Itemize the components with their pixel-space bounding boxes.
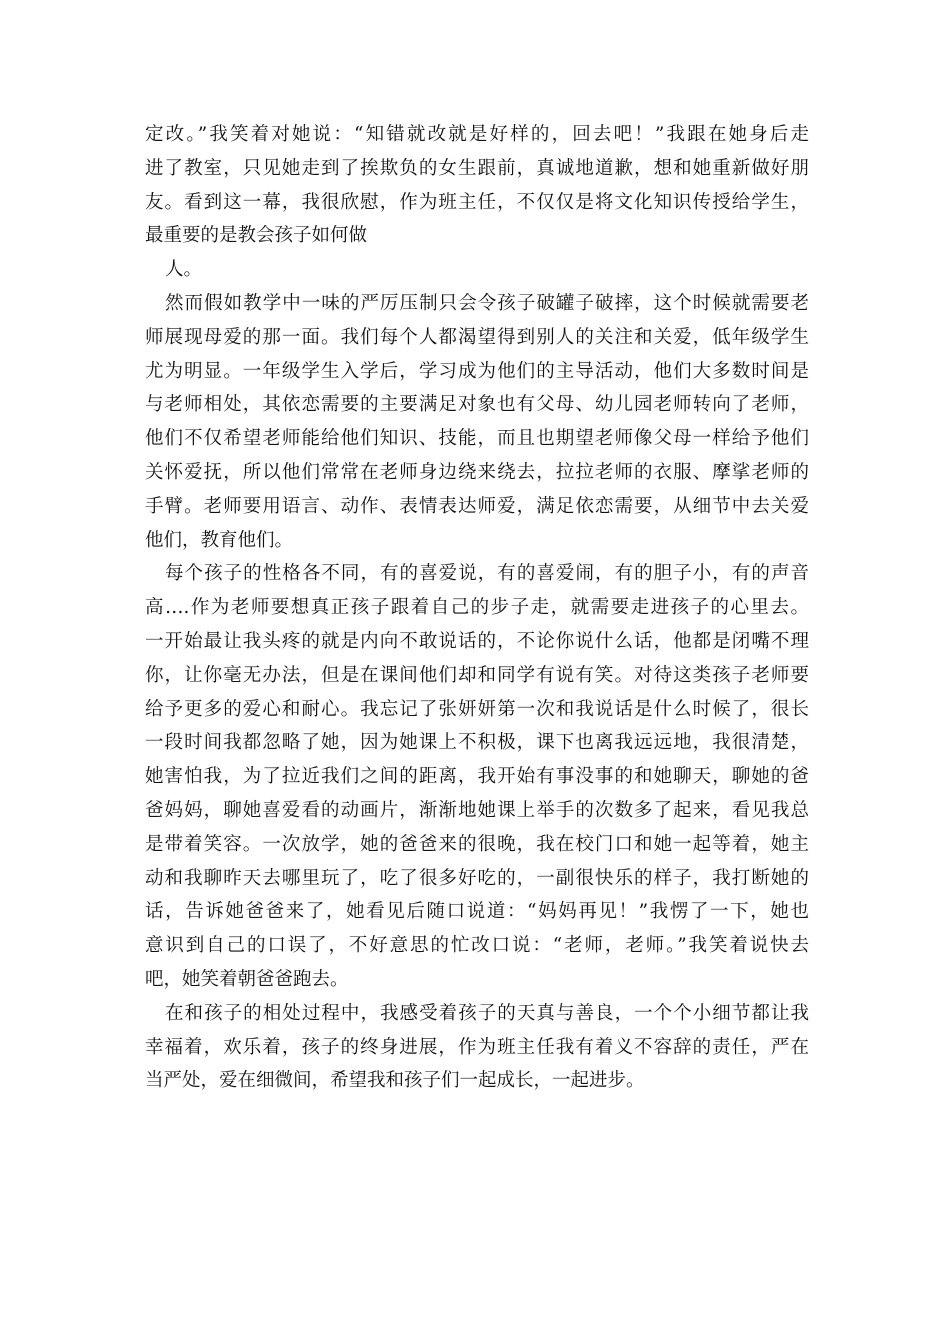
text-line: 一开始最让我头疼的就是内向不敢说话的，不论你说什么话，他都是闭嘴不理 — [145, 630, 809, 652]
text-line: 爸妈妈，聊她喜爱看的动画片，渐渐地她课上举手的次数多了起来，看见我总 — [145, 799, 809, 821]
text-line: 她害怕我，为了拉近我们之间的距离，我开始有事没事的和她聊天，聊她的爸 — [145, 766, 809, 788]
text-line: 每个孩子的性格各不同，有的喜爱说，有的喜爱闹，有的胆子小，有的声音 — [165, 563, 809, 585]
text-line: 他们不仅希望老师能给他们知识、技能，而且也期望老师像父母一样给予他们 — [145, 428, 809, 450]
text-line: 人。 — [165, 259, 203, 281]
text-line: 最重要的是教会孩子如何做 — [145, 225, 368, 247]
text-line: 当严处，爱在细微间，希望我和孩子们一起成长，一起进步。 — [145, 1070, 645, 1092]
text-line: 意识到自己的口误了，不好意思的忙改口说：“老师，老师。”我笑着说快去 — [145, 935, 809, 957]
text-line: 吧，她笑着朝爸爸跑去。 — [145, 968, 349, 990]
paragraph-3 — [145, 287, 809, 557]
text-line: 进了教室，只见她走到了挨欺负的女生跟前，真诚地道歉，想和她重新做好朋 — [145, 157, 809, 179]
text-line: 在和孩子的相处过程中，我感受着孩子的天真与善良，一个个小细节都让我 — [165, 1002, 809, 1024]
text-line: 尤为明显。一年级学生入学后，学习成为他们的主导活动，他们大多数时间是 — [145, 360, 809, 382]
text-line: 手臂。老师要用语言、动作、表情表达师爱，满足依恋需要，从细节中去关爱 — [145, 495, 809, 517]
text-line: 与老师相处，其依恋需要的主要满足对象也有父母、幼儿园老师转向了老师， — [145, 394, 809, 416]
text-line: 然而假如教学中一味的严厉压制只会令孩子破罐子破摔，这个时候就需要老 — [165, 292, 809, 314]
text-line: 你，让你毫无办法，但是在课间他们却和同学有说有笑。对待这类孩子老师要 — [145, 664, 809, 686]
text-line: 高….作为老师要想真正孩子跟着自己的步子走，就需要走进孩子的心里去。 — [145, 597, 809, 619]
text-line: 定改。”我笑着对她说：“知错就改就是好样的，回去吧！”我跟在她身后走 — [145, 124, 809, 145]
paragraph-1 — [145, 118, 809, 253]
paragraph-5 — [145, 997, 809, 1098]
text-line: 关怀爱抚，所以他们常常在老师身边绕来绕去，拉拉老师的衣服、摩挲老师的 — [145, 461, 809, 483]
text-line: 是带着笑容。一次放学，她的爸爸来的很晚，我在校门口和她一起等着，她主 — [145, 833, 809, 855]
text-line: 动和我聊昨天去哪里玩了，吃了很多好吃的，一副很快乐的样子，我打断她的 — [145, 867, 809, 889]
text-line: 一段时间我都忽略了她，因为她课上不积极，课下也离我远远地，我很清楚， — [145, 732, 809, 754]
body-text — [145, 118, 809, 1098]
paragraph-2 — [145, 253, 809, 287]
text-line: 给予更多的爱心和耐心。我忘记了张妍妍第一次和我说话是什么时候了，很长 — [145, 698, 809, 720]
text-line: 友。看到这一幕，我很欣慰，作为班主任，不仅仅是将文化知识传授给学生， — [145, 191, 809, 213]
text-line: 他们，教育他们。 — [145, 529, 294, 551]
text-line: 幸福着，欢乐着，孩子的终身进展，作为班主任我有着义不容辞的责任，严在 — [145, 1036, 809, 1058]
text-line: 话，告诉她爸爸来了，她看见后随口说道：“妈妈再见！”我愣了一下，她也 — [145, 901, 809, 923]
paragraph-4 — [145, 557, 809, 996]
text-line: 师展现母爱的那一面。我们每个人都渴望得到别人的关注和关爱，低年级学生 — [145, 326, 809, 348]
